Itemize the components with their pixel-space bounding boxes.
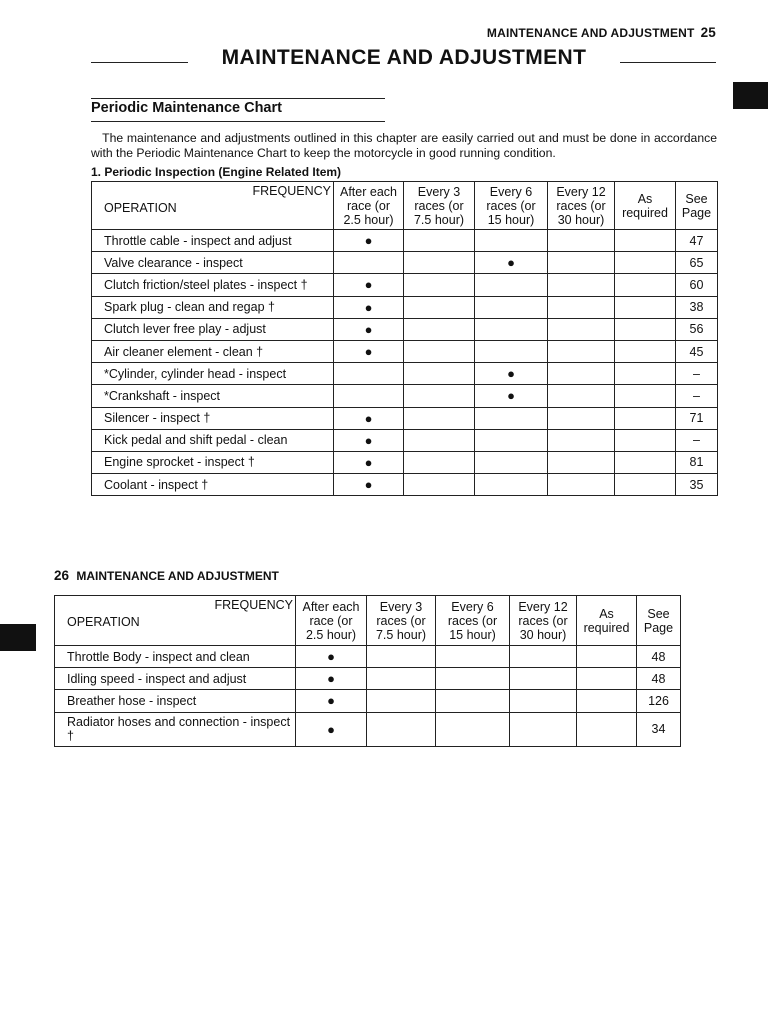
interval-mark-cell: ● <box>475 252 548 274</box>
subheading: 1. Periodic Inspection (Engine Related Item) <box>91 165 342 179</box>
interval-mark-cell <box>475 318 548 340</box>
table-row <box>92 474 718 496</box>
interval-mark-cell <box>615 230 676 252</box>
interval-mark-cell <box>475 230 548 252</box>
title-rule-right <box>620 62 716 63</box>
interval-mark-cell <box>615 363 676 385</box>
operation-cell: *Cylinder, cylinder head - inspect <box>92 363 334 385</box>
see-page-cell: 81 <box>676 451 718 473</box>
operation-cell: Air cleaner element - clean † <box>92 340 334 362</box>
interval-mark-cell <box>404 296 475 318</box>
see-page-cell: – <box>676 385 718 407</box>
interval-mark-cell <box>548 407 615 429</box>
maintenance-table-engine <box>91 181 718 496</box>
interval-mark-cell <box>577 646 637 668</box>
table-row <box>92 385 718 407</box>
interval-mark-cell <box>510 712 577 746</box>
interval-mark-cell <box>615 385 676 407</box>
col-after-each-race: After each race (or 2.5 hour) <box>296 596 367 646</box>
interval-mark-cell <box>615 296 676 318</box>
interval-mark-cell <box>577 668 637 690</box>
col-as-required: As required <box>577 596 637 646</box>
interval-mark-cell <box>548 252 615 274</box>
page-number: 25 <box>700 25 716 40</box>
col-see-page: See Page <box>676 182 718 230</box>
interval-mark-cell <box>548 429 615 451</box>
interval-mark-cell <box>436 690 510 712</box>
interval-mark-cell: ● <box>334 451 404 473</box>
interval-mark-cell <box>548 230 615 252</box>
thumb-tab-left <box>0 624 36 651</box>
interval-mark-cell <box>615 340 676 362</box>
interval-mark-cell <box>510 646 577 668</box>
operation-cell: Clutch lever free play - adjust <box>92 318 334 340</box>
interval-mark-cell <box>615 274 676 296</box>
operation-cell: Throttle cable - inspect and adjust <box>92 230 334 252</box>
chapter-title: MAINTENANCE AND ADJUSTMENT <box>221 46 587 69</box>
interval-mark-cell <box>436 668 510 690</box>
interval-mark-cell <box>475 407 548 429</box>
table-header-row <box>55 596 681 646</box>
table-row <box>55 712 681 746</box>
interval-mark-cell <box>367 646 436 668</box>
interval-mark-cell <box>436 712 510 746</box>
interval-mark-cell <box>475 340 548 362</box>
operation-label: OPERATION <box>104 201 177 215</box>
interval-mark-cell: ● <box>334 318 404 340</box>
see-page-cell: 38 <box>676 296 718 318</box>
see-page-cell: – <box>676 363 718 385</box>
col-as-required: As required <box>615 182 676 230</box>
interval-mark-cell <box>475 474 548 496</box>
table-row <box>92 230 718 252</box>
table-row <box>92 429 718 451</box>
interval-mark-cell <box>475 274 548 296</box>
see-page-cell: 56 <box>676 318 718 340</box>
table-row <box>55 668 681 690</box>
interval-mark-cell <box>548 385 615 407</box>
table-row <box>55 646 681 668</box>
see-page-cell: 65 <box>676 252 718 274</box>
interval-mark-cell <box>404 363 475 385</box>
operation-cell: Engine sprocket - inspect † <box>92 451 334 473</box>
maintenance-table-continued <box>54 595 681 747</box>
interval-mark-cell <box>334 252 404 274</box>
see-page-cell: 35 <box>676 474 718 496</box>
table-row <box>92 451 718 473</box>
interval-mark-cell: ● <box>334 274 404 296</box>
interval-mark-cell: ● <box>334 296 404 318</box>
table-row <box>92 274 718 296</box>
col-after-each-race: After each race (or 2.5 hour) <box>334 182 404 230</box>
interval-mark-cell <box>404 407 475 429</box>
interval-mark-cell: ● <box>334 230 404 252</box>
interval-mark-cell <box>404 385 475 407</box>
interval-mark-cell <box>367 712 436 746</box>
see-page-cell: 126 <box>637 690 681 712</box>
interval-mark-cell <box>548 296 615 318</box>
table-header-row <box>92 182 718 230</box>
interval-mark-cell: ● <box>334 340 404 362</box>
frequency-label: FREQUENCY <box>214 598 293 612</box>
interval-mark-cell <box>404 252 475 274</box>
table-row <box>92 363 718 385</box>
see-page-cell: 48 <box>637 646 681 668</box>
interval-mark-cell <box>404 274 475 296</box>
operation-cell: *Crankshaft - inspect <box>92 385 334 407</box>
interval-mark-cell <box>404 474 475 496</box>
section-rule-bottom <box>91 121 385 122</box>
interval-mark-cell <box>615 474 676 496</box>
interval-mark-cell <box>548 363 615 385</box>
interval-mark-cell <box>615 318 676 340</box>
interval-mark-cell <box>548 451 615 473</box>
interval-mark-cell <box>475 451 548 473</box>
interval-mark-cell <box>436 646 510 668</box>
interval-mark-cell <box>510 690 577 712</box>
intro-paragraph: The maintenance and adjustments outlined in this chapter are easily carried out and must be done in accordance with the Periodic Maintenance Chart to keep the motorcycle in good running condition. <box>91 131 717 160</box>
interval-mark-cell: ● <box>475 363 548 385</box>
operation-cell: Coolant - inspect † <box>92 474 334 496</box>
see-page-cell: 60 <box>676 274 718 296</box>
operation-cell: Silencer - inspect † <box>92 407 334 429</box>
interval-mark-cell <box>615 407 676 429</box>
operation-cell: Throttle Body - inspect and clean <box>55 646 296 668</box>
interval-mark-cell <box>615 429 676 451</box>
interval-mark-cell: ● <box>296 712 367 746</box>
interval-mark-cell <box>367 690 436 712</box>
interval-mark-cell <box>577 690 637 712</box>
interval-mark-cell <box>577 712 637 746</box>
interval-mark-cell <box>404 230 475 252</box>
operation-cell: Spark plug - clean and regap † <box>92 296 334 318</box>
col-every-3-races: Every 3 races (or 7.5 hour) <box>404 182 475 230</box>
interval-mark-cell <box>615 451 676 473</box>
interval-mark-cell <box>510 668 577 690</box>
see-page-cell: 34 <box>637 712 681 746</box>
col-every-3-races: Every 3 races (or 7.5 hour) <box>367 596 436 646</box>
running-head-title: MAINTENANCE AND ADJUSTMENT <box>486 26 695 40</box>
interval-mark-cell: ● <box>334 429 404 451</box>
interval-mark-cell <box>367 668 436 690</box>
interval-mark-cell: ● <box>296 668 367 690</box>
running-head-title-26: MAINTENANCE AND ADJUSTMENT <box>76 569 279 583</box>
col-every-6-races: Every 6 races (or 15 hour) <box>436 596 510 646</box>
table-row <box>92 407 718 429</box>
interval-mark-cell <box>615 252 676 274</box>
see-page-cell: 45 <box>676 340 718 362</box>
interval-mark-cell <box>334 363 404 385</box>
see-page-cell: 47 <box>676 230 718 252</box>
table-row <box>92 252 718 274</box>
table-row <box>92 296 718 318</box>
page-number-26: 26 <box>54 568 70 583</box>
operation-cell: Valve clearance - inspect <box>92 252 334 274</box>
col-see-page: See Page <box>637 596 681 646</box>
section-rule-top <box>91 98 385 99</box>
operation-cell: Breather hose - inspect <box>55 690 296 712</box>
thumb-tab-right <box>733 82 768 109</box>
table-row <box>55 690 681 712</box>
interval-mark-cell <box>475 429 548 451</box>
operation-cell: Clutch friction/steel plates - inspect † <box>92 274 334 296</box>
frequency-operation-header <box>92 182 334 230</box>
section-title: Periodic Maintenance Chart <box>91 100 282 116</box>
interval-mark-cell <box>548 474 615 496</box>
interval-mark-cell <box>548 274 615 296</box>
table-row <box>92 340 718 362</box>
interval-mark-cell <box>548 340 615 362</box>
operation-cell: Idling speed - inspect and adjust <box>55 668 296 690</box>
interval-mark-cell <box>548 318 615 340</box>
see-page-cell: – <box>676 429 718 451</box>
col-every-6-races: Every 6 races (or 15 hour) <box>475 182 548 230</box>
running-head <box>487 25 716 40</box>
operation-cell: Kick pedal and shift pedal - clean <box>92 429 334 451</box>
interval-mark-cell: ● <box>475 385 548 407</box>
frequency-label: FREQUENCY <box>252 184 331 198</box>
operation-label: OPERATION <box>67 615 140 629</box>
interval-mark-cell: ● <box>334 407 404 429</box>
interval-mark-cell: ● <box>334 474 404 496</box>
interval-mark-cell <box>404 318 475 340</box>
operation-cell: Radiator hoses and connection - inspect † <box>55 712 296 746</box>
interval-mark-cell <box>475 296 548 318</box>
interval-mark-cell <box>334 385 404 407</box>
see-page-cell: 48 <box>637 668 681 690</box>
table-row <box>92 318 718 340</box>
col-every-12-races: Every 12 races (or 30 hour) <box>548 182 615 230</box>
interval-mark-cell <box>404 451 475 473</box>
running-head-page-26 <box>54 568 279 583</box>
interval-mark-cell <box>404 429 475 451</box>
col-every-12-races: Every 12 races (or 30 hour) <box>510 596 577 646</box>
interval-mark-cell <box>404 340 475 362</box>
see-page-cell: 71 <box>676 407 718 429</box>
frequency-operation-header <box>55 596 296 646</box>
interval-mark-cell: ● <box>296 690 367 712</box>
interval-mark-cell: ● <box>296 646 367 668</box>
